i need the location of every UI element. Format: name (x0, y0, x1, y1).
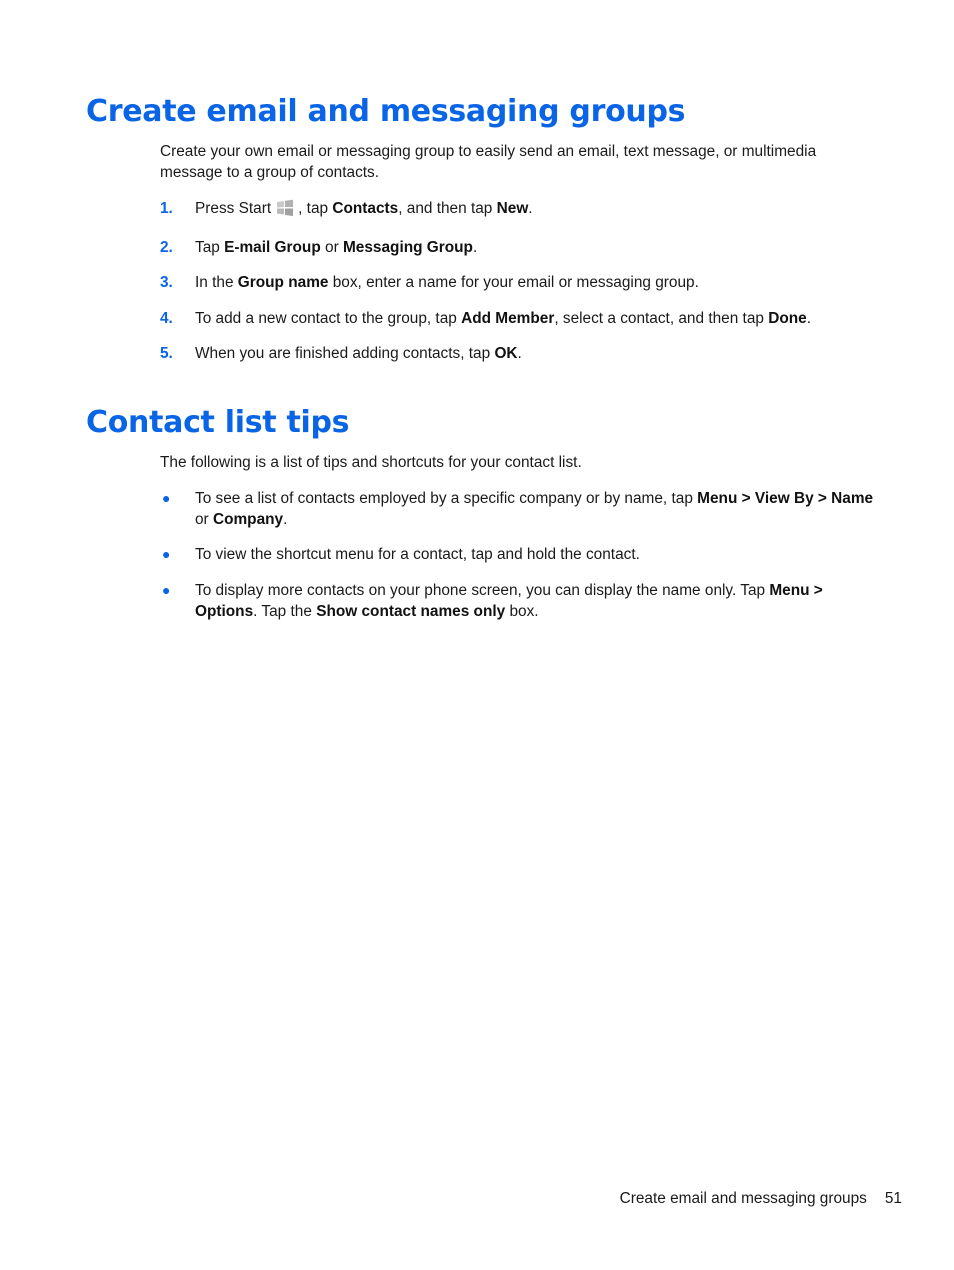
windows-start-icon (275, 199, 295, 217)
page-number: 51 (884, 1190, 902, 1207)
section-title-contact-tips: Contact list tips (86, 405, 350, 440)
step-number: 2. (160, 239, 173, 256)
section-title-create-groups: Create email and messaging groups (86, 94, 686, 129)
bullet-icon: ● (162, 546, 171, 562)
step-number: 5. (160, 345, 173, 362)
footer-section-name: Create email and messaging groups (619, 1190, 867, 1207)
step-text: In the Group name box, enter a name for your email or messaging group. (195, 274, 699, 291)
step-number: 3. (160, 274, 173, 291)
step-text: Press Start , tap Contacts, and then tap New. (195, 200, 533, 217)
tip-text: To see a list of contacts employed by a specific company or by name, tap Menu > View By > Name or Company. (195, 490, 874, 528)
step-text: Tap E-mail Group or Messaging Group. (195, 239, 478, 256)
tip-text: To view the shortcut menu for a contact, tap and hold the contact. (195, 546, 640, 563)
step-text: When you are finished adding contacts, tap OK. (195, 345, 522, 362)
bullet-icon: ● (162, 582, 171, 598)
tip-text: To display more contacts on your phone screen, you can display the name only. Tap Menu > Options. Tap the Show contact names only box. (195, 582, 823, 620)
step-text: To add a new contact to the group, tap Add Member, select a contact, and then tap Done. (195, 310, 811, 327)
step-number: 4. (160, 310, 173, 327)
bullet-icon: ● (162, 490, 171, 506)
step-number: 1. (160, 200, 173, 217)
section-intro-contact-tips: The following is a list of tips and shortcuts for your contact list. (160, 454, 582, 471)
page-footer (620, 1190, 902, 1208)
section-intro-create-groups: Create your own email or messaging group to easily send an email, text message, or multimedia message to a group of contacts. (160, 143, 817, 181)
